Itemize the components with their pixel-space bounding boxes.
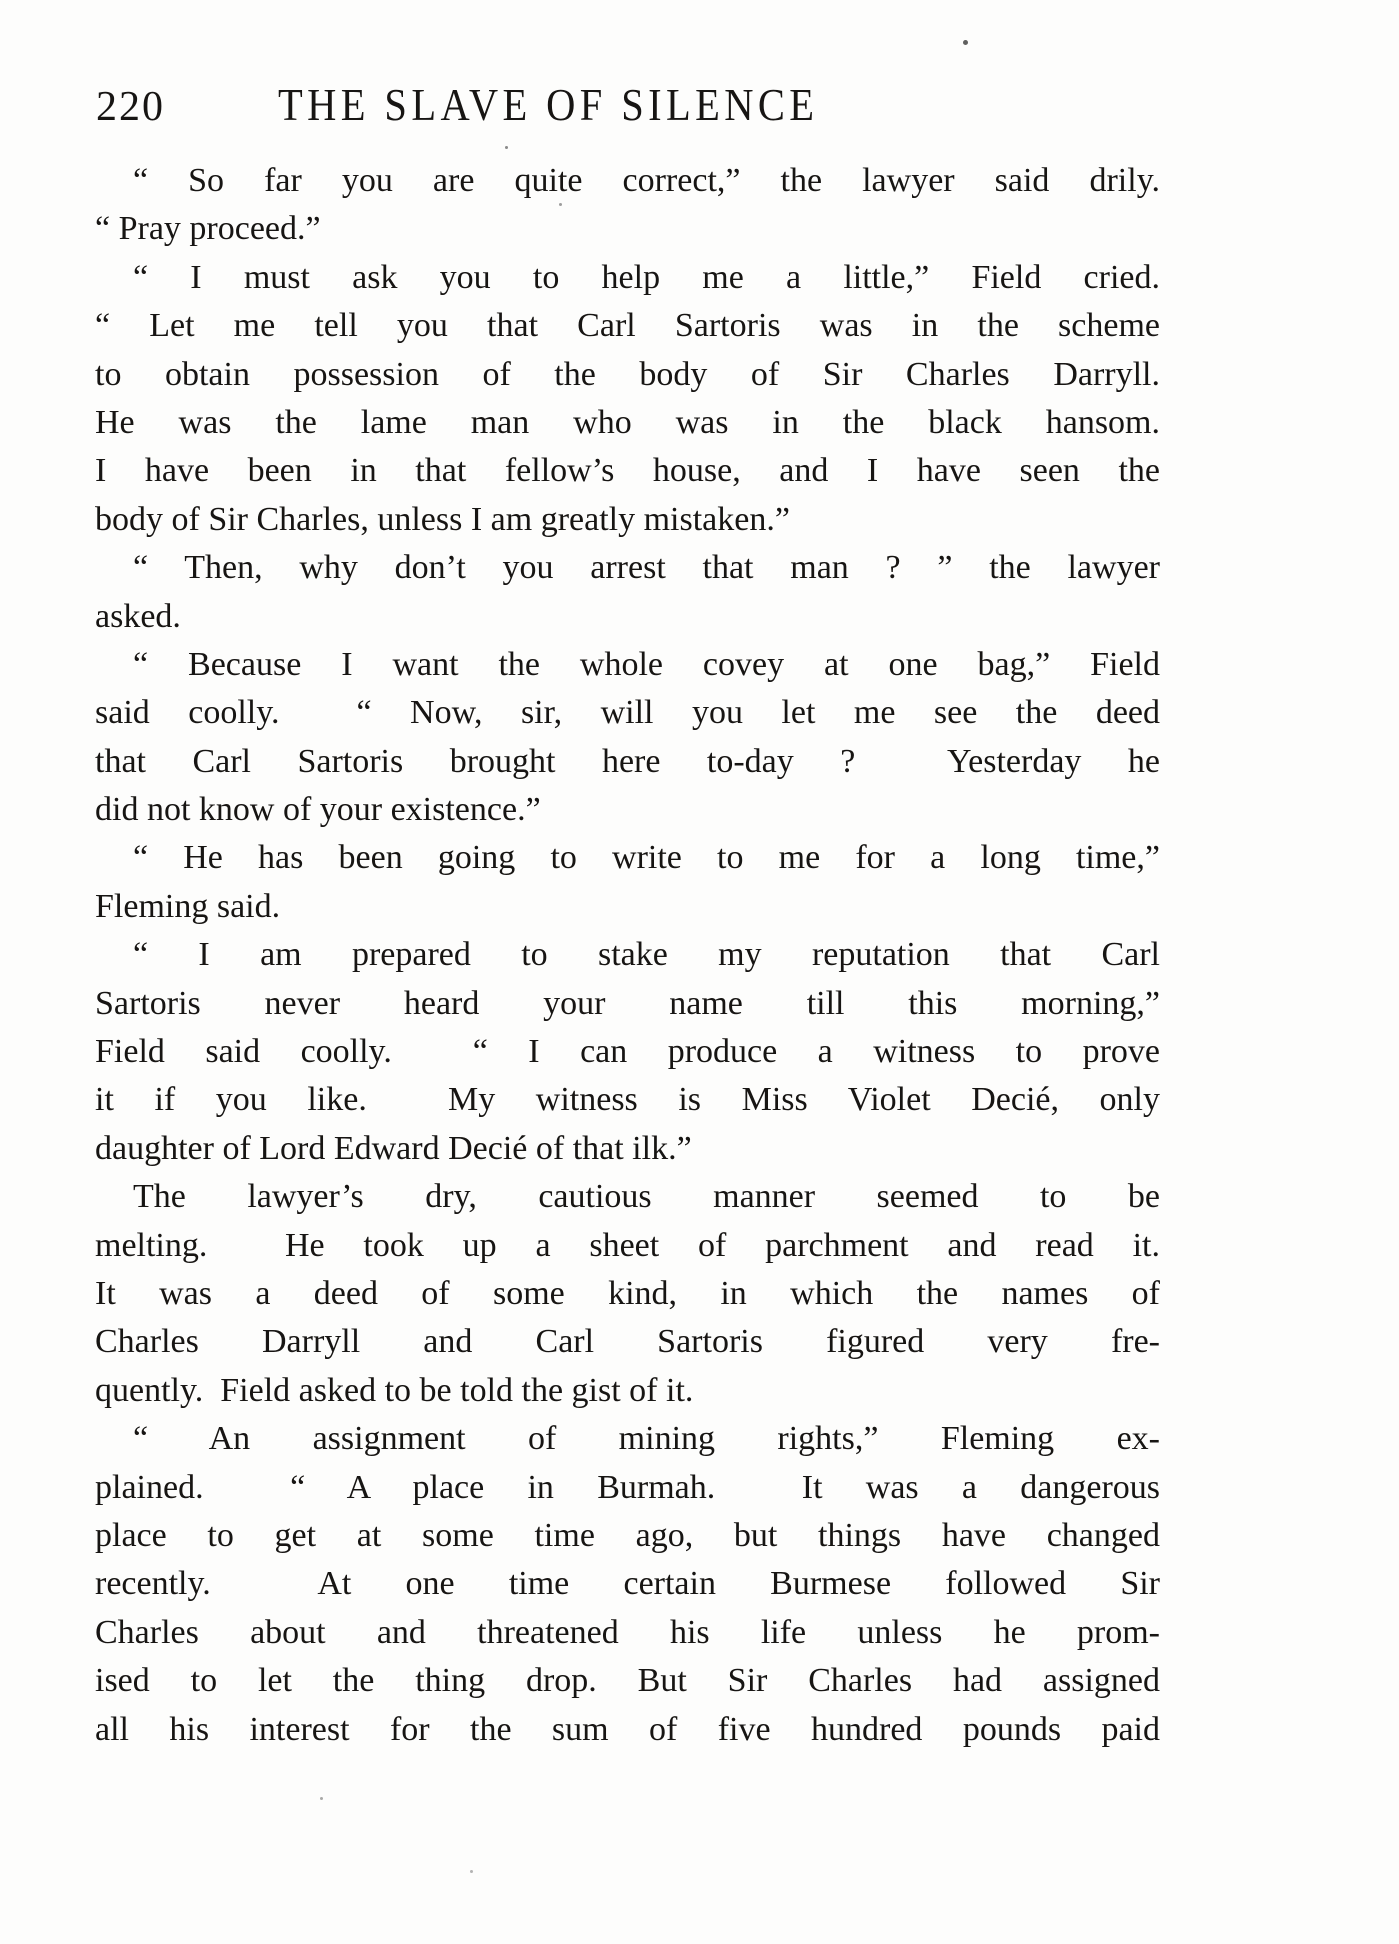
text-line: it if you like. My witness is Miss Violet Decié, only: [95, 1081, 1160, 1119]
text-line: “ An assignment of mining rights,” Fleming ex-: [133, 1420, 1160, 1458]
scan-speck: [559, 203, 562, 206]
text-line: all his interest for the sum of five hundred pounds paid: [95, 1710, 1160, 1748]
text-line: plained. “ A place in Burmah. It was a dangerous: [95, 1468, 1160, 1506]
text-line: asked.: [95, 597, 181, 635]
text-line: “ Then, why don’t you arrest that man ? ” the lawyer: [133, 549, 1160, 587]
text-line: Charles Darryll and Carl Sartoris figured very fre-: [95, 1323, 1160, 1361]
scan-speck: [505, 146, 508, 149]
text-line: Fleming said.: [95, 887, 281, 925]
running-title: THE SLAVE OF SILENCE: [278, 79, 819, 130]
page-number: 220: [96, 84, 165, 130]
scan-speck: [963, 40, 968, 45]
text-line: place to get at some time ago, but things have changed: [95, 1516, 1160, 1554]
text-line: melting. He took up a sheet of parchment and read it.: [95, 1226, 1160, 1264]
text-line: to obtain possession of the body of Sir Charles Darryll.: [95, 355, 1160, 393]
text-line: “ Let me tell you that Carl Sartoris was in the scheme: [95, 307, 1160, 345]
text-line: quently. Field asked to be told the gist of it.: [95, 1371, 694, 1409]
text-line: body of Sir Charles, unless I am greatly mistaken.”: [95, 500, 790, 538]
text-line: that Carl Sartoris brought here to-day ? Yesterday he: [95, 742, 1160, 780]
text-line: said coolly. “ Now, sir, will you let me see the deed: [95, 694, 1160, 732]
text-line: “ Because I want the whole covey at one bag,” Field: [133, 645, 1160, 683]
text-line: The lawyer’s dry, cautious manner seemed to be: [133, 1178, 1160, 1216]
text-line: “ I am prepared to stake my reputation that Carl: [133, 936, 1160, 974]
text-line: Field said coolly. “ I can produce a witness to prove: [95, 1033, 1160, 1071]
text-line: He was the lame man who was in the black hansom.: [95, 403, 1160, 441]
text-line: Sartoris never heard your name till this morning,”: [95, 984, 1160, 1022]
text-line: did not know of your existence.”: [95, 791, 541, 829]
text-line: “ So far you are quite correct,” the lawyer said drily.: [133, 162, 1160, 199]
text-line: “ Pray proceed.”: [95, 210, 321, 248]
text-line: It was a deed of some kind, in which the names of: [95, 1274, 1160, 1312]
scan-speck: [470, 1870, 473, 1873]
text-line: Charles about and threatened his life unless he prom-: [95, 1613, 1160, 1651]
text-line: ised to let the thing drop. But Sir Charles had assigned: [95, 1662, 1160, 1700]
text-block: [95, 157, 1160, 1754]
text-line: “ I must ask you to help me a little,” Field cried.: [133, 258, 1160, 296]
scan-speck: [320, 1797, 323, 1800]
text-line: I have been in that fellow’s house, and I have seen the: [95, 452, 1160, 490]
text-line: daughter of Lord Edward Decié of that ilk.”: [95, 1129, 692, 1167]
text-line: “ He has been going to write to me for a long time,”: [133, 839, 1160, 877]
text-line: recently. At one time certain Burmese followed Sir: [95, 1565, 1160, 1603]
